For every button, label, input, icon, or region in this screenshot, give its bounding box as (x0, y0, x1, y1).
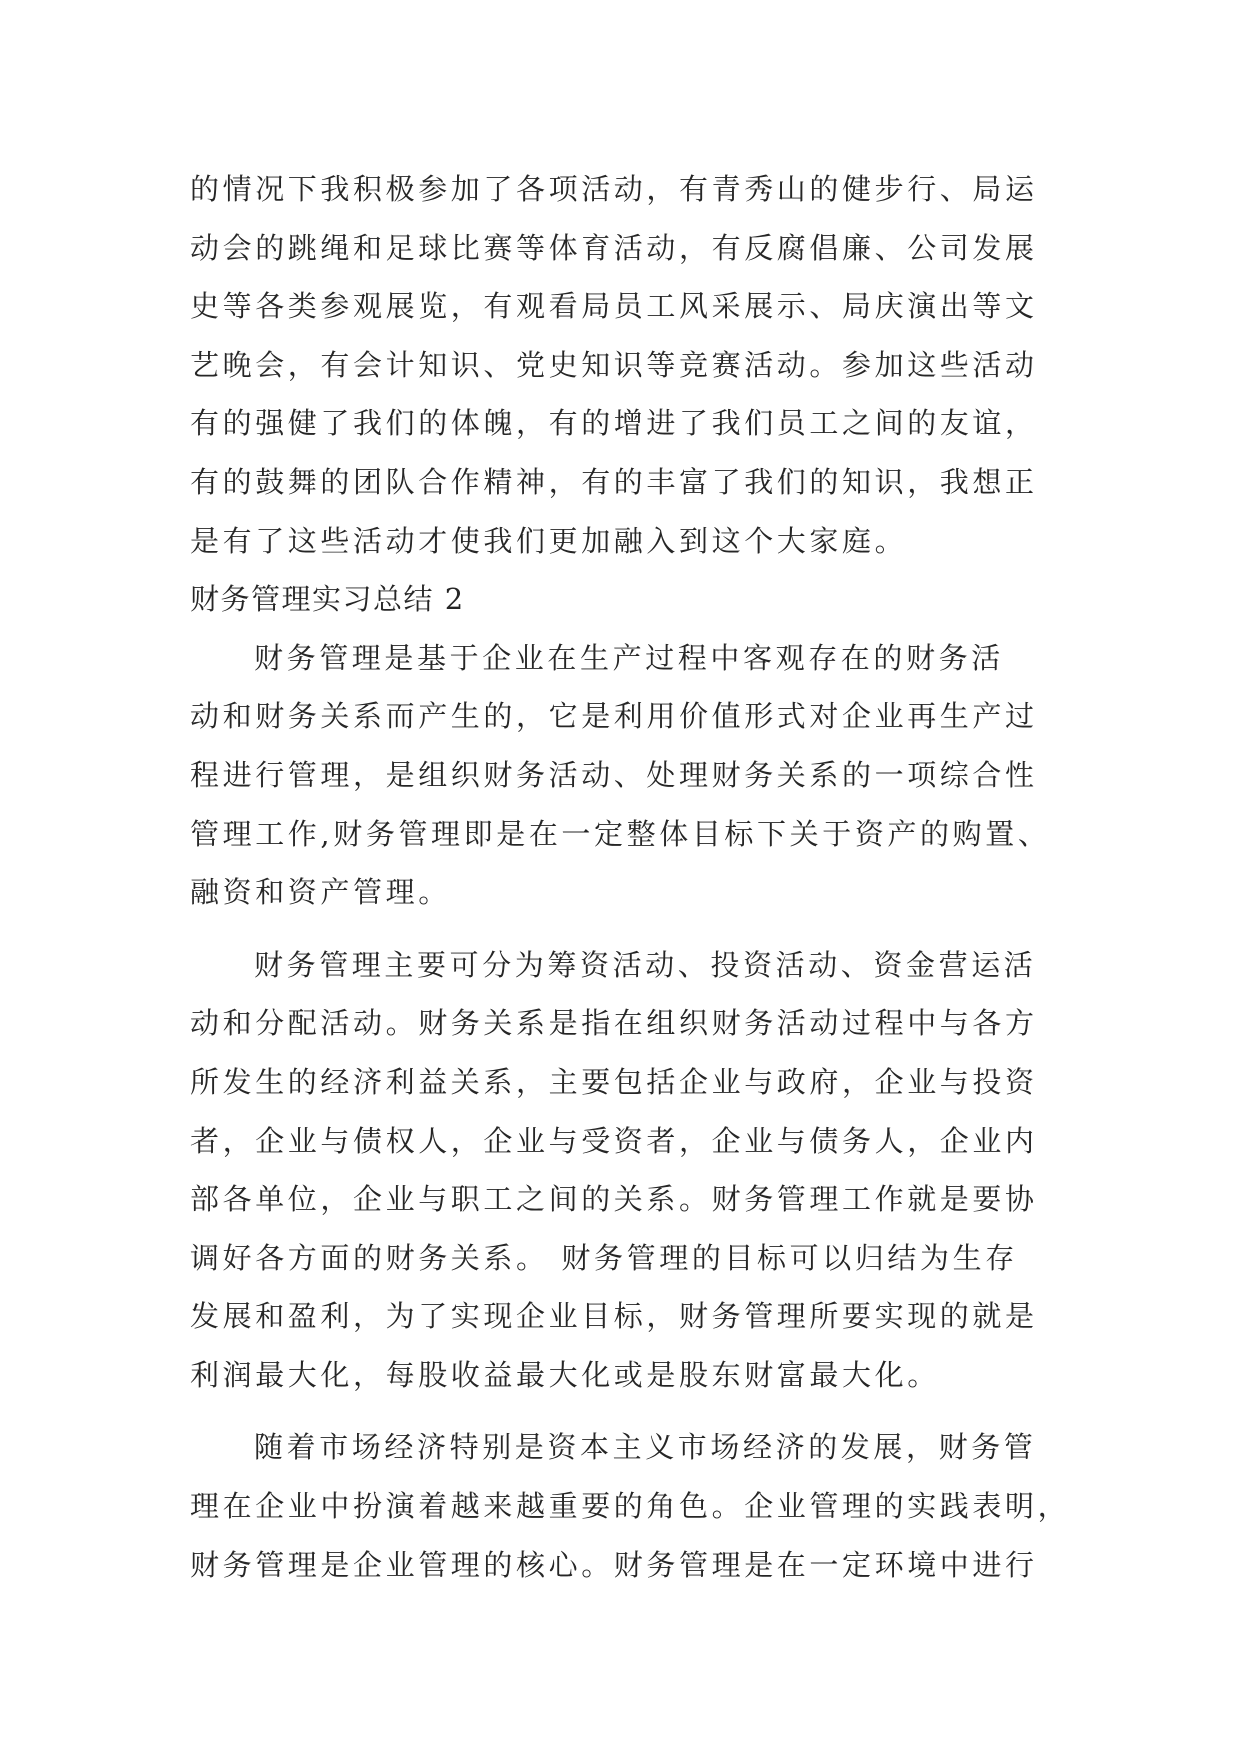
text-line: 管理工作,财务管理即是在一定整体目标下关于资产的购置、 (190, 816, 1051, 851)
text-line: 利润最大化，每股收益最大化或是股东财富最大化。 (190, 1357, 940, 1392)
text-line: 财务管理主要可分为筹资活动、投资活动、资金营运活 (254, 947, 1037, 982)
text-line: 财务管理是企业管理的核心。财务管理是在一定环境中进行 (190, 1547, 1038, 1582)
text-line: 艺晚会，有会计知识、党史知识等竞赛活动。参加这些活动 (190, 347, 1038, 382)
paragraph (190, 1418, 1071, 1594)
section-heading: 财务管理实习总结 2 (190, 582, 465, 617)
text-line: 的情况下我积极参加了各项活动，有青秀山的健步行、局运 (190, 172, 1038, 206)
text-line: 融资和资产管理。 (190, 875, 451, 910)
text-line: 理在企业中扮演着越来越重要的角色。企业管理的实践表明， (190, 1489, 1071, 1524)
text-line: 动会的跳绳和足球比赛等体育活动，有反腐倡廉、公司发展 (190, 230, 1038, 265)
text-line: 程进行管理，是组织财务活动、处理财务关系的一项综合性 (190, 757, 1038, 792)
text-line: 调好各方面的财务关系。 财务管理的目标可以归结为生存 (190, 1240, 1018, 1275)
text-line: 史等各类参观展览，有观看局员工风采展示、局庆演出等文 (190, 289, 1038, 324)
text-line: 者，企业与债权人，企业与受资者，企业与债务人，企业内 (190, 1123, 1038, 1158)
text-line: 随着市场经济特别是资本主义市场经济的发展，财务管 (254, 1430, 1037, 1465)
paragraph (190, 936, 1052, 1405)
text-line: 有的鼓舞的团队合作精神，有的丰富了我们的知识，我想正 (190, 464, 1038, 499)
continuation-paragraph (190, 160, 1052, 570)
text-line: 动和分配活动。财务关系是指在组织财务活动过程中与各方 (190, 1006, 1038, 1041)
document-body (190, 160, 1071, 1594)
text-line: 财务管理是基于企业在生产过程中客观存在的财务活 (254, 640, 1004, 675)
paragraph (190, 629, 1052, 922)
text-line: 动和财务关系而产生的，它是利用价值形式对企业再生产过 (190, 699, 1038, 734)
text-line: 是有了这些活动才使我们更加融入到这个大家庭。 (190, 523, 908, 558)
text-line: 所发生的经济利益关系，主要包括企业与政府，企业与投资 (190, 1064, 1038, 1099)
text-line: 发展和盈利，为了实现企业目标，财务管理所要实现的就是 (190, 1299, 1038, 1334)
text-line: 有的强健了我们的体魄，有的增进了我们员工之间的友谊， (190, 406, 1038, 441)
text-line: 部各单位，企业与职工之间的关系。财务管理工作就是要协 (190, 1182, 1038, 1217)
